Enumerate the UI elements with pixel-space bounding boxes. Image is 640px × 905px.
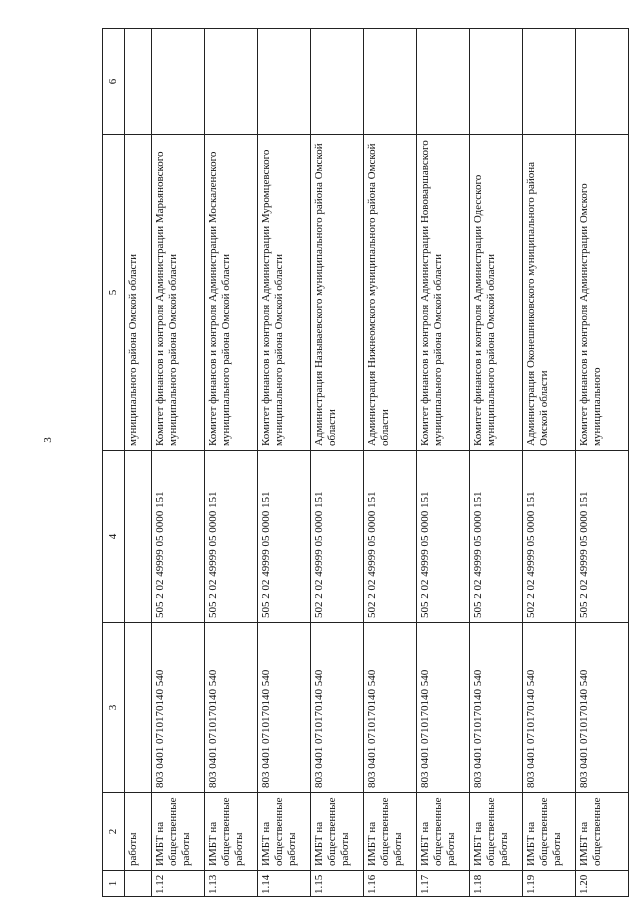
cell-org: Администрация Оконешниковского муниципального района Омской области bbox=[523, 135, 576, 451]
cell-code4: 502 2 02 49999 05 0000 151 bbox=[364, 451, 417, 623]
table-row bbox=[576, 29, 629, 897]
cell-code3: 803 0401 0710170140 540 bbox=[470, 623, 523, 793]
cell-code3 bbox=[125, 623, 152, 793]
cell-code4: 502 2 02 49999 05 0000 151 bbox=[523, 451, 576, 623]
page-number: 3 bbox=[41, 437, 54, 443]
cell-code4: 505 2 02 49999 05 0000 151 bbox=[152, 451, 205, 623]
cell-num: 1.14 bbox=[258, 871, 311, 897]
header-cell: 3 bbox=[103, 623, 125, 793]
cell-col6 bbox=[417, 29, 470, 135]
cell-org: муниципального района Омской области bbox=[125, 135, 152, 451]
cell-name: ИМБТ на общественные работы bbox=[205, 793, 258, 871]
cell-org: Администрация Называевского муниципального района Омской области bbox=[311, 135, 364, 451]
cell-code3: 803 0401 0710170140 540 bbox=[576, 623, 629, 793]
table-row bbox=[364, 29, 417, 897]
cell-code4: 505 2 02 49999 05 0000 151 bbox=[205, 451, 258, 623]
cell-code4: 505 2 02 49999 05 0000 151 bbox=[417, 451, 470, 623]
table-row bbox=[417, 29, 470, 897]
cell-num: 1.12 bbox=[152, 871, 205, 897]
cell-org: Комитет финансов и контроля Администрации Муромцевского муниципального района Омской области bbox=[258, 135, 311, 451]
cell-org: Комитет финансов и контроля Администрации Нововаршавского муниципального района Омской области bbox=[417, 135, 470, 451]
cell-num: 1.16 bbox=[364, 871, 417, 897]
cell-col6 bbox=[152, 29, 205, 135]
table-row bbox=[152, 29, 205, 897]
cell-num: 1.17 bbox=[417, 871, 470, 897]
rotated-table-wrapper bbox=[102, 29, 629, 897]
cell-num bbox=[125, 871, 152, 897]
header-row bbox=[103, 29, 125, 897]
cell-name: ИМБТ на общественные работы bbox=[417, 793, 470, 871]
header-cell: 1 bbox=[103, 871, 125, 897]
cell-col6 bbox=[205, 29, 258, 135]
cell-code4: 505 2 02 49999 05 0000 151 bbox=[576, 451, 629, 623]
header-cell: 2 bbox=[103, 793, 125, 871]
cell-org: Комитет финансов и контроля Администрации Омского муниципального bbox=[576, 135, 629, 451]
cell-name: ИМБТ на общественные работы bbox=[258, 793, 311, 871]
cell-col6 bbox=[364, 29, 417, 135]
cell-name: ИМБТ на общественные работы bbox=[364, 793, 417, 871]
cell-num: 1.20 bbox=[576, 871, 629, 897]
cell-col6 bbox=[125, 29, 152, 135]
cell-num: 1.18 bbox=[470, 871, 523, 897]
cell-num: 1.13 bbox=[205, 871, 258, 897]
cell-code3: 803 0401 0710170140 540 bbox=[364, 623, 417, 793]
cell-name: ИМБТ на общественные bbox=[576, 793, 629, 871]
header-cell: 4 bbox=[103, 451, 125, 623]
table-row bbox=[311, 29, 364, 897]
cell-org: Комитет финансов и контроля Администрации Москаленского муниципального района Омской области bbox=[205, 135, 258, 451]
table-row bbox=[205, 29, 258, 897]
cell-name: ИМБТ на общественные работы bbox=[523, 793, 576, 871]
cell-code3: 803 0401 0710170140 540 bbox=[417, 623, 470, 793]
header-cell: 5 bbox=[103, 135, 125, 451]
cell-code3: 803 0401 0710170140 540 bbox=[523, 623, 576, 793]
cell-col6 bbox=[311, 29, 364, 135]
cell-code4: 505 2 02 49999 05 0000 151 bbox=[258, 451, 311, 623]
cell-code3: 803 0401 0710170140 540 bbox=[205, 623, 258, 793]
cell-code4: 502 2 02 49999 05 0000 151 bbox=[311, 451, 364, 623]
cell-org: Комитет финансов и контроля Администрации Одесского муниципального района Омской области bbox=[470, 135, 523, 451]
table-row bbox=[470, 29, 523, 897]
cell-num: 1.15 bbox=[311, 871, 364, 897]
cell-code3: 803 0401 0710170140 540 bbox=[258, 623, 311, 793]
header-cell: 6 bbox=[103, 29, 125, 135]
cell-code4: 505 2 02 49999 05 0000 151 bbox=[470, 451, 523, 623]
cell-code3: 803 0401 0710170140 540 bbox=[152, 623, 205, 793]
cell-name: ИМБТ на общественные работы bbox=[311, 793, 364, 871]
cell-name: ИМБТ на общественные работы bbox=[152, 793, 205, 871]
cell-num: 1.19 bbox=[523, 871, 576, 897]
cell-org: Комитет финансов и контроля Администрации Марьяновского муниципального района Омской области bbox=[152, 135, 205, 451]
cell-name: ИМБТ на общественные работы bbox=[470, 793, 523, 871]
cell-code3: 803 0401 0710170140 540 bbox=[311, 623, 364, 793]
cell-name: работы bbox=[125, 793, 152, 871]
cell-code4 bbox=[125, 451, 152, 623]
cell-col6 bbox=[576, 29, 629, 135]
continuation-row bbox=[125, 29, 152, 897]
table-row bbox=[258, 29, 311, 897]
cell-col6 bbox=[470, 29, 523, 135]
table-row bbox=[523, 29, 576, 897]
cell-col6 bbox=[258, 29, 311, 135]
cell-org: Администрация Нижнеомского муниципального района Омской области bbox=[364, 135, 417, 451]
cell-col6 bbox=[523, 29, 576, 135]
budget-table bbox=[102, 28, 629, 897]
